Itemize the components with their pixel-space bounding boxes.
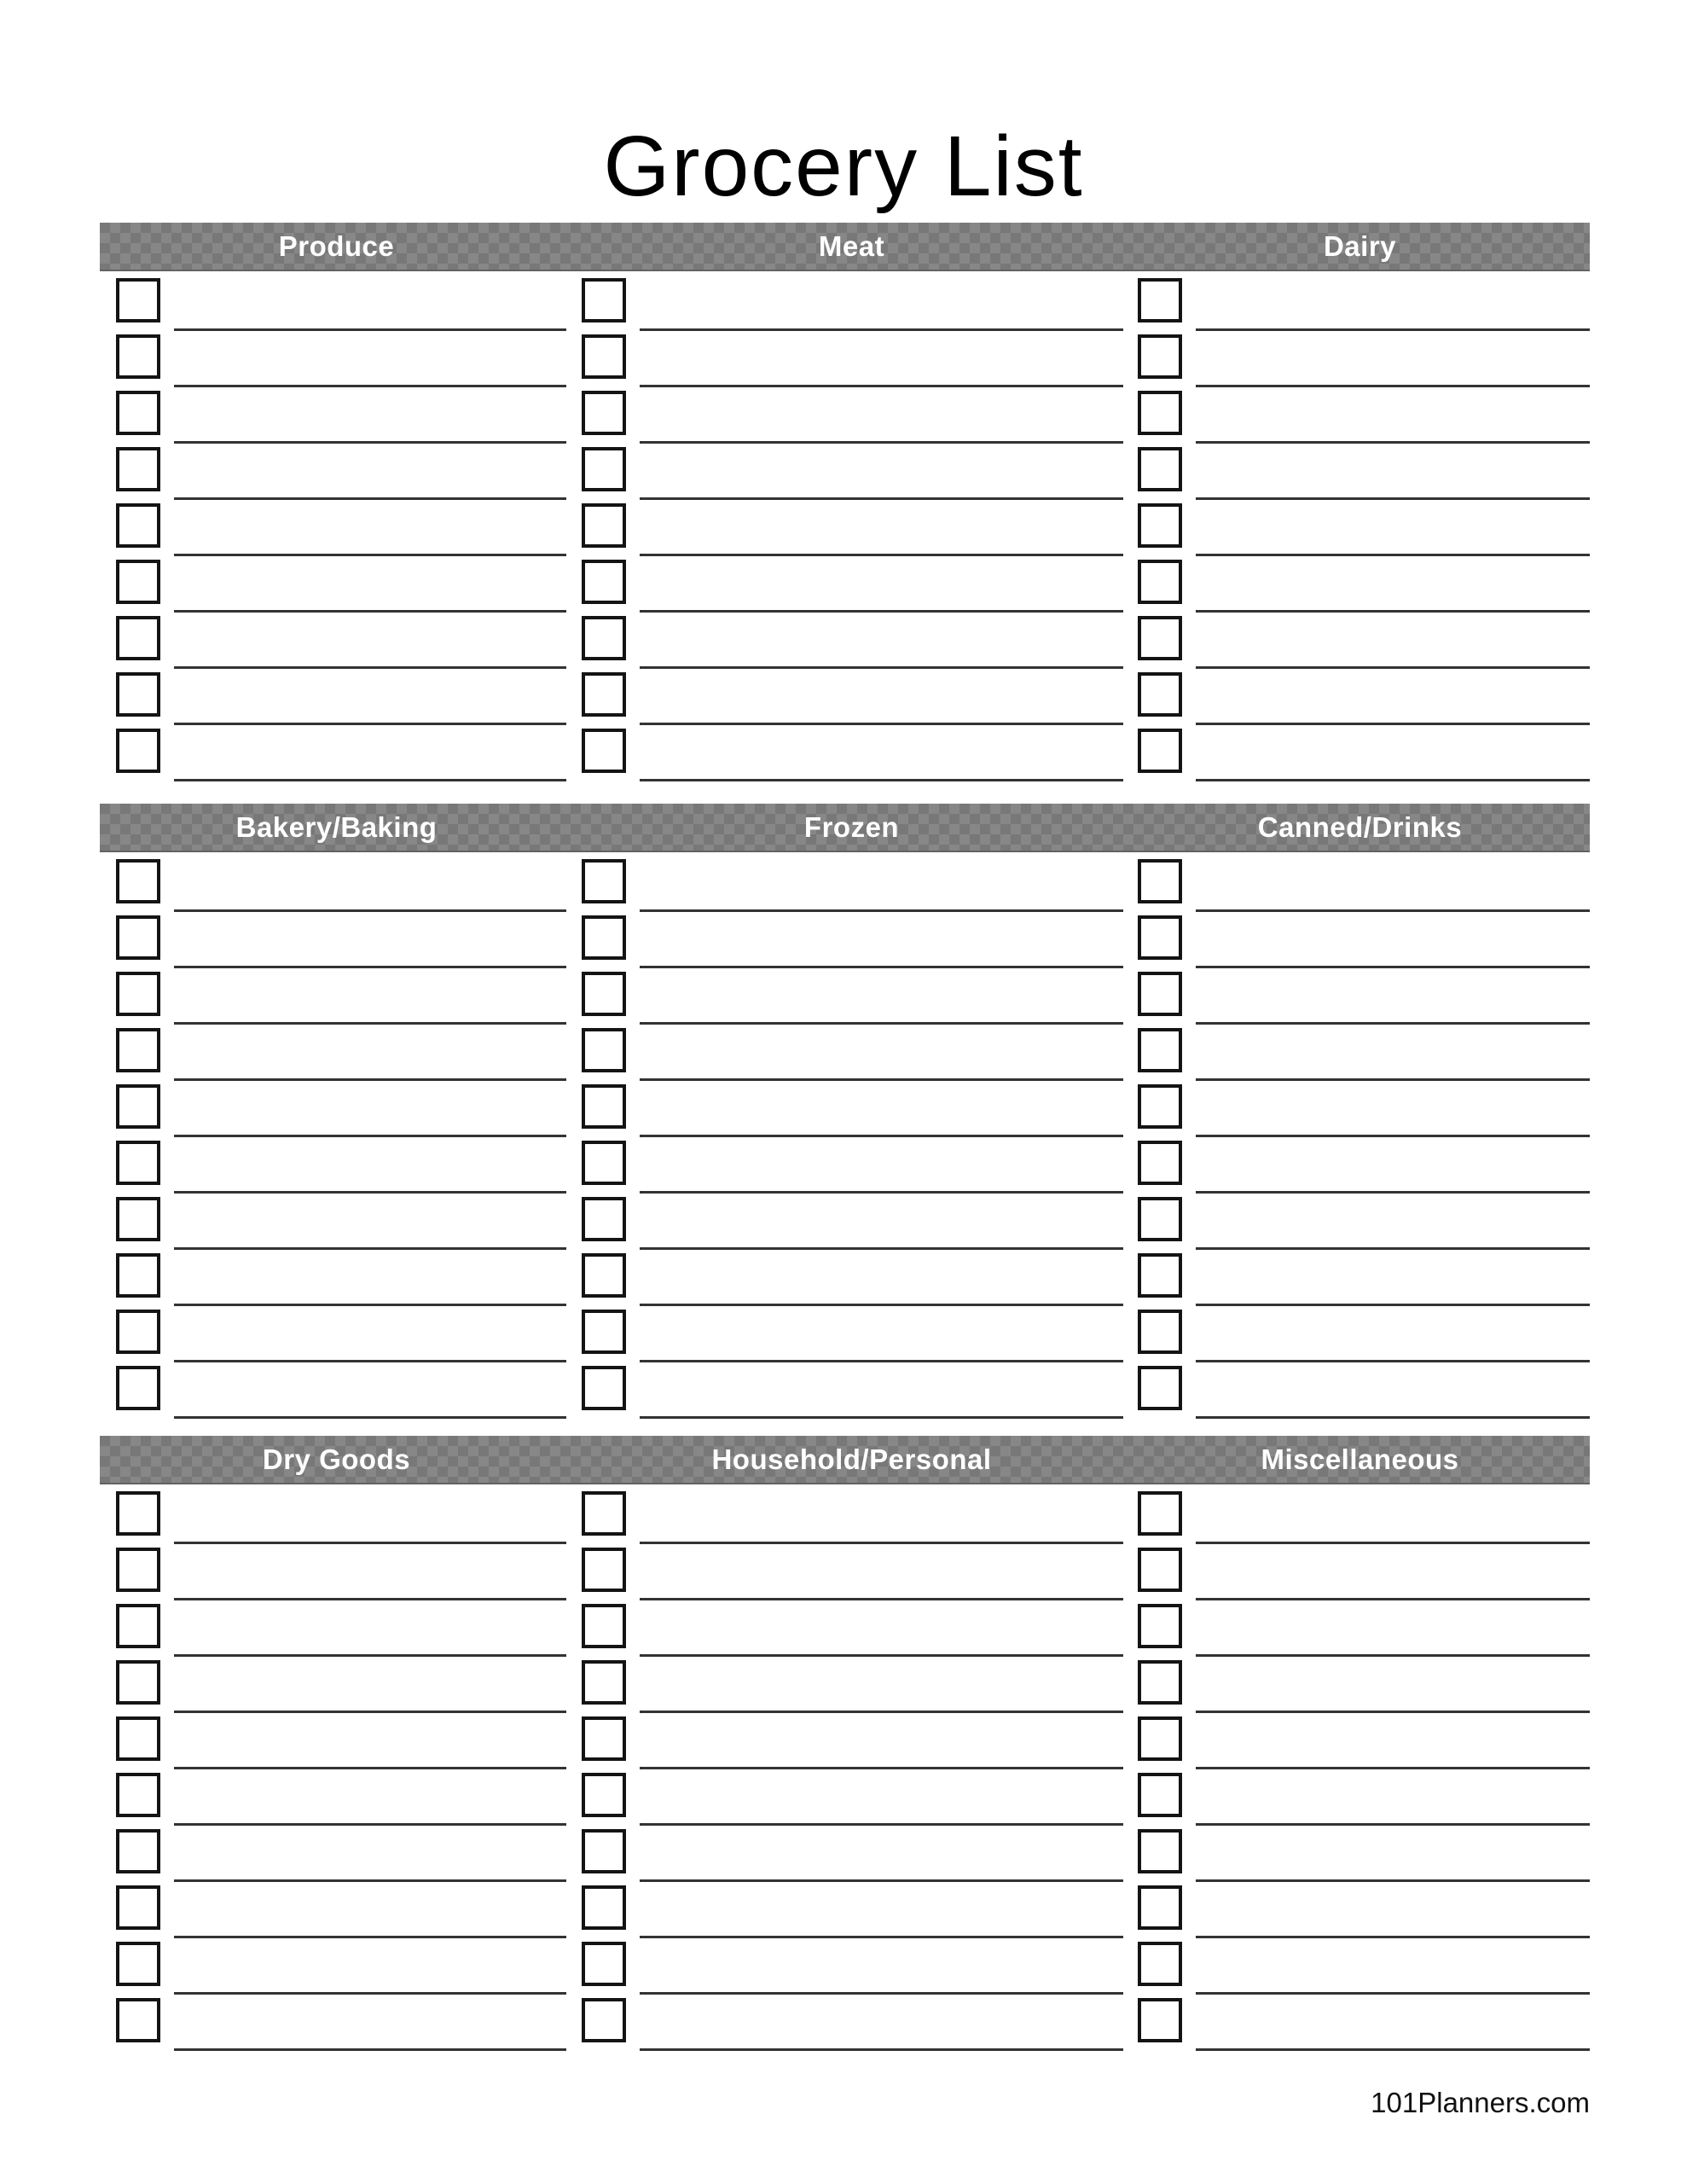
item-write-line — [1196, 1767, 1590, 1769]
item-write-line — [640, 554, 1123, 556]
item-write-line — [640, 1936, 1123, 1938]
item-write-line — [174, 909, 566, 912]
column-header-bakery-baking: Bakery/Baking — [235, 811, 438, 843]
list-item-row — [1130, 972, 1590, 1025]
item-checkbox[interactable] — [116, 672, 160, 717]
list-item-row — [573, 729, 1130, 781]
item-checkbox[interactable] — [1138, 1253, 1182, 1298]
item-checkbox[interactable] — [116, 1491, 160, 1536]
item-write-line — [640, 2048, 1123, 2051]
list-item-row — [1130, 915, 1590, 968]
column-header-miscellaneous: Miscellaneous — [1261, 1443, 1459, 1475]
item-checkbox[interactable] — [116, 1942, 160, 1986]
item-write-line — [174, 1247, 566, 1250]
list-item-row — [100, 729, 573, 781]
list-item-row — [573, 447, 1130, 500]
item-write-line — [174, 723, 566, 725]
item-write-line — [174, 1191, 566, 1194]
item-write-line — [1196, 909, 1590, 912]
item-write-line — [1196, 1078, 1590, 1081]
item-column — [573, 856, 1130, 1419]
list-item-row — [573, 560, 1130, 613]
item-write-line — [640, 1992, 1123, 1995]
item-write-line — [640, 610, 1123, 613]
item-write-line — [1196, 441, 1590, 444]
item-column — [1130, 275, 1590, 781]
item-checkbox[interactable] — [116, 334, 160, 379]
section-bakery-frozen-canned — [100, 804, 1590, 1419]
item-checkbox[interactable] — [582, 503, 626, 548]
item-write-line — [640, 1022, 1123, 1025]
list-item-row — [1130, 729, 1590, 781]
list-item-row — [100, 1197, 573, 1250]
item-write-line — [174, 1711, 566, 1713]
list-item-row — [100, 447, 573, 500]
column-header-meat: Meat — [818, 230, 885, 262]
item-checkbox[interactable] — [1138, 1366, 1182, 1410]
item-checkbox[interactable] — [116, 503, 160, 548]
column-header-household-personal: Household/Personal — [711, 1443, 992, 1475]
list-item-row — [1130, 447, 1590, 500]
item-write-line — [1196, 385, 1590, 387]
list-item-row — [100, 334, 573, 387]
item-column — [573, 1488, 1130, 2051]
item-checkbox[interactable] — [116, 1716, 160, 1761]
item-checkbox[interactable] — [582, 616, 626, 660]
item-checkbox[interactable] — [582, 1716, 626, 1761]
item-checkbox[interactable] — [116, 1028, 160, 1072]
item-checkbox[interactable] — [582, 1310, 626, 1354]
item-write-line — [1196, 1654, 1590, 1657]
list-item-row — [1130, 859, 1590, 912]
item-column — [1130, 1488, 1590, 2051]
list-item-row — [1130, 1716, 1590, 1769]
list-item-row — [573, 1141, 1130, 1194]
list-item-row — [573, 391, 1130, 444]
list-item-row — [573, 1366, 1130, 1419]
list-item-row — [100, 1773, 573, 1826]
item-write-line — [174, 1022, 566, 1025]
item-checkbox[interactable] — [582, 672, 626, 717]
item-write-line — [174, 1360, 566, 1362]
item-write-line — [1196, 328, 1590, 331]
item-write-line — [1196, 1879, 1590, 1882]
item-checkbox[interactable] — [582, 447, 626, 491]
list-item-row — [100, 1366, 573, 1419]
item-checkbox[interactable] — [1138, 503, 1182, 548]
item-checkbox[interactable] — [1138, 447, 1182, 491]
item-write-line — [174, 1936, 566, 1938]
item-write-line — [640, 1078, 1123, 1081]
item-write-line — [1196, 554, 1590, 556]
item-write-line — [640, 1767, 1123, 1769]
list-item-row — [573, 1660, 1130, 1713]
list-item-row — [573, 1773, 1130, 1826]
item-column — [573, 275, 1130, 781]
item-checkbox[interactable] — [582, 729, 626, 773]
list-item-row — [573, 1491, 1130, 1544]
item-write-line — [1196, 1992, 1590, 1995]
item-write-line — [640, 1711, 1123, 1713]
item-write-line — [1196, 1598, 1590, 1600]
list-item-row — [1130, 1660, 1590, 1713]
list-item-row — [1130, 1829, 1590, 1882]
item-checkbox[interactable] — [116, 1366, 160, 1410]
list-item-row — [100, 1028, 573, 1081]
item-write-line — [174, 497, 566, 500]
list-item-row — [573, 915, 1130, 968]
item-checkbox[interactable] — [1138, 859, 1182, 903]
item-checkbox[interactable] — [582, 391, 626, 435]
list-item-row — [1130, 560, 1590, 613]
list-item-row — [1130, 278, 1590, 331]
list-item-row — [573, 1253, 1130, 1306]
item-checkbox[interactable] — [1138, 1141, 1182, 1185]
item-write-line — [174, 666, 566, 669]
item-write-line — [174, 1823, 566, 1826]
item-write-line — [174, 1767, 566, 1769]
item-checkbox[interactable] — [116, 560, 160, 604]
item-checkbox[interactable] — [116, 859, 160, 903]
list-item-row — [573, 972, 1130, 1025]
section-header-bar — [100, 223, 1590, 271]
item-write-line — [1196, 610, 1590, 613]
item-checkbox[interactable] — [116, 1548, 160, 1592]
item-checkbox[interactable] — [116, 1310, 160, 1354]
item-checkbox[interactable] — [116, 1885, 160, 1930]
item-checkbox[interactable] — [582, 1942, 626, 1986]
list-item-row — [100, 915, 573, 968]
list-item-row — [573, 503, 1130, 556]
item-checkbox[interactable] — [582, 859, 626, 903]
list-item-row — [100, 1084, 573, 1137]
item-write-line — [1196, 1247, 1590, 1250]
list-item-row — [573, 1548, 1130, 1600]
item-write-line — [174, 2048, 566, 2051]
list-item-row — [1130, 1885, 1590, 1938]
list-item-row — [100, 1141, 573, 1194]
item-checkbox[interactable] — [116, 1660, 160, 1705]
item-write-line — [1196, 723, 1590, 725]
item-checkbox[interactable] — [582, 278, 626, 322]
section-produce-meat-dairy — [100, 223, 1590, 781]
item-write-line — [174, 610, 566, 613]
item-checkbox[interactable] — [1138, 1028, 1182, 1072]
list-item-row — [573, 1998, 1130, 2051]
column-header-dairy: Dairy — [1323, 230, 1397, 262]
list-item-row — [1130, 616, 1590, 669]
item-write-line — [1196, 1416, 1590, 1419]
item-checkbox[interactable] — [1138, 616, 1182, 660]
list-item-row — [100, 616, 573, 669]
list-item-row — [1130, 1491, 1590, 1544]
item-checkbox[interactable] — [582, 1604, 626, 1648]
item-checkbox[interactable] — [116, 1084, 160, 1129]
item-write-line — [1196, 1304, 1590, 1306]
item-checkbox[interactable] — [1138, 915, 1182, 960]
footer-credit: 101Planners.com — [1371, 2087, 1590, 2118]
list-item-row — [1130, 1998, 1590, 2051]
section-rows — [100, 856, 1590, 1419]
section-rows — [100, 1488, 1590, 2051]
item-checkbox[interactable] — [1138, 391, 1182, 435]
item-write-line — [640, 1304, 1123, 1306]
list-item-row — [100, 503, 573, 556]
item-write-line — [640, 723, 1123, 725]
item-write-line — [174, 554, 566, 556]
section-rows — [100, 275, 1590, 781]
list-item-row — [573, 616, 1130, 669]
item-checkbox[interactable] — [116, 447, 160, 491]
item-column — [100, 856, 573, 1419]
page-title: Grocery List — [603, 119, 1084, 214]
list-item-row — [1130, 391, 1590, 444]
item-write-line — [174, 328, 566, 331]
item-checkbox[interactable] — [116, 1829, 160, 1873]
list-item-row — [1130, 1310, 1590, 1362]
item-checkbox[interactable] — [1138, 672, 1182, 717]
item-checkbox[interactable] — [116, 278, 160, 322]
item-checkbox[interactable] — [116, 616, 160, 660]
item-checkbox[interactable] — [582, 1829, 626, 1873]
item-checkbox[interactable] — [116, 729, 160, 773]
item-write-line — [640, 666, 1123, 669]
item-checkbox[interactable] — [1138, 1829, 1182, 1873]
item-checkbox[interactable] — [116, 915, 160, 960]
item-checkbox[interactable] — [582, 1660, 626, 1705]
item-write-line — [640, 497, 1123, 500]
list-item-row — [100, 1942, 573, 1995]
list-item-row — [100, 1660, 573, 1713]
item-write-line — [640, 1823, 1123, 1826]
list-item-row — [1130, 1366, 1590, 1419]
list-item-row — [573, 1197, 1130, 1250]
section-dry-household-misc — [100, 1436, 1590, 2051]
item-checkbox[interactable] — [582, 1366, 626, 1410]
item-write-line — [1196, 1936, 1590, 1938]
list-item-row — [1130, 1604, 1590, 1657]
list-item-row — [100, 1253, 573, 1306]
list-item-row — [100, 1604, 573, 1657]
list-item-row — [573, 672, 1130, 725]
item-checkbox[interactable] — [582, 1084, 626, 1129]
item-checkbox[interactable] — [1138, 1942, 1182, 1986]
list-item-row — [1130, 1141, 1590, 1194]
item-write-line — [640, 1879, 1123, 1882]
item-checkbox[interactable] — [1138, 1197, 1182, 1241]
item-checkbox[interactable] — [116, 1141, 160, 1185]
column-header-frozen: Frozen — [803, 811, 900, 843]
item-checkbox[interactable] — [582, 560, 626, 604]
item-checkbox[interactable] — [116, 1604, 160, 1648]
list-item-row — [1130, 1197, 1590, 1250]
item-checkbox[interactable] — [1138, 560, 1182, 604]
item-write-line — [640, 385, 1123, 387]
item-checkbox[interactable] — [582, 334, 626, 379]
section-header-bar — [100, 804, 1590, 852]
item-write-line — [174, 1879, 566, 1882]
list-item-row — [100, 560, 573, 613]
list-item-row — [1130, 1084, 1590, 1137]
item-checkbox[interactable] — [1138, 729, 1182, 773]
list-item-row — [573, 1310, 1130, 1362]
item-checkbox[interactable] — [116, 391, 160, 435]
item-checkbox[interactable] — [116, 1773, 160, 1817]
item-write-line — [1196, 1191, 1590, 1194]
item-checkbox[interactable] — [1138, 1084, 1182, 1129]
item-write-line — [640, 328, 1123, 331]
list-item-row — [573, 1716, 1130, 1769]
column-header-produce: Produce — [278, 230, 395, 262]
item-write-line — [174, 1078, 566, 1081]
list-item-row — [100, 972, 573, 1025]
item-write-line — [174, 1598, 566, 1600]
item-checkbox[interactable] — [582, 1253, 626, 1298]
list-item-row — [573, 334, 1130, 387]
item-checkbox[interactable] — [582, 915, 626, 960]
item-write-line — [174, 1304, 566, 1306]
item-checkbox[interactable] — [1138, 1885, 1182, 1930]
item-write-line — [640, 1247, 1123, 1250]
item-checkbox[interactable] — [582, 1885, 626, 1930]
item-checkbox[interactable] — [582, 1548, 626, 1592]
item-write-line — [640, 1135, 1123, 1137]
list-item-row — [573, 1885, 1130, 1938]
item-write-line — [174, 966, 566, 968]
list-item-row — [1130, 1028, 1590, 1081]
item-write-line — [1196, 1823, 1590, 1826]
list-item-row — [1130, 1253, 1590, 1306]
item-write-line — [1196, 2048, 1590, 2051]
item-checkbox[interactable] — [582, 1491, 626, 1536]
item-write-line — [640, 1542, 1123, 1544]
item-write-line — [1196, 779, 1590, 781]
list-item-row — [100, 391, 573, 444]
item-write-line — [640, 966, 1123, 968]
item-checkbox[interactable] — [582, 1141, 626, 1185]
item-checkbox[interactable] — [1138, 1773, 1182, 1817]
list-item-row — [573, 278, 1130, 331]
list-item-row — [100, 1310, 573, 1362]
item-write-line — [174, 1135, 566, 1137]
item-checkbox[interactable] — [116, 972, 160, 1016]
list-item-row — [573, 1942, 1130, 1995]
list-item-row — [100, 1491, 573, 1544]
list-item-row — [100, 859, 573, 912]
item-checkbox[interactable] — [582, 1197, 626, 1241]
list-item-row — [573, 1084, 1130, 1137]
item-checkbox[interactable] — [1138, 1310, 1182, 1354]
item-write-line — [1196, 966, 1590, 968]
item-write-line — [1196, 1711, 1590, 1713]
item-write-line — [1196, 1542, 1590, 1544]
item-write-line — [174, 385, 566, 387]
list-item-row — [1130, 1548, 1590, 1600]
list-item-row — [1130, 1942, 1590, 1995]
list-item-row — [573, 1028, 1130, 1081]
item-checkbox[interactable] — [1138, 1491, 1182, 1536]
list-item-row — [100, 1548, 573, 1600]
item-checkbox[interactable] — [1138, 1660, 1182, 1705]
item-write-line — [640, 441, 1123, 444]
list-item-row — [100, 672, 573, 725]
list-item-row — [100, 1885, 573, 1938]
item-write-line — [640, 1416, 1123, 1419]
list-item-row — [1130, 672, 1590, 725]
item-checkbox[interactable] — [1138, 1604, 1182, 1648]
item-column — [100, 275, 573, 781]
item-write-line — [174, 1992, 566, 1995]
item-write-line — [1196, 1135, 1590, 1137]
section-header-bar — [100, 1436, 1590, 1484]
item-checkbox[interactable] — [116, 1253, 160, 1298]
item-write-line — [640, 1360, 1123, 1362]
item-checkbox[interactable] — [116, 1998, 160, 2042]
item-checkbox[interactable] — [582, 1028, 626, 1072]
item-write-line — [640, 1191, 1123, 1194]
list-item-row — [573, 1604, 1130, 1657]
column-header-canned-drinks: Canned/Drinks — [1257, 811, 1463, 843]
item-checkbox[interactable] — [1138, 1998, 1182, 2042]
item-write-line — [640, 1598, 1123, 1600]
item-checkbox[interactable] — [1138, 1548, 1182, 1592]
list-item-row — [100, 1829, 573, 1882]
item-write-line — [640, 1654, 1123, 1657]
item-write-line — [174, 1416, 566, 1419]
column-header-dry-goods: Dry Goods — [262, 1443, 411, 1475]
list-item-row — [100, 278, 573, 331]
item-column — [100, 1488, 573, 2051]
item-write-line — [640, 909, 1123, 912]
item-column — [1130, 856, 1590, 1419]
item-write-line — [174, 1542, 566, 1544]
item-write-line — [174, 779, 566, 781]
item-write-line — [1196, 1360, 1590, 1362]
list-item-row — [100, 1716, 573, 1769]
list-item-row — [1130, 503, 1590, 556]
item-checkbox[interactable] — [1138, 972, 1182, 1016]
item-checkbox[interactable] — [1138, 1716, 1182, 1761]
item-checkbox[interactable] — [582, 1998, 626, 2042]
item-checkbox[interactable] — [116, 1197, 160, 1241]
list-item-row — [100, 1998, 573, 2051]
list-item-row — [573, 1829, 1130, 1882]
item-checkbox[interactable] — [1138, 334, 1182, 379]
item-write-line — [1196, 497, 1590, 500]
list-item-row — [1130, 334, 1590, 387]
item-write-line — [174, 1654, 566, 1657]
item-write-line — [1196, 666, 1590, 669]
item-checkbox[interactable] — [582, 1773, 626, 1817]
item-write-line — [174, 441, 566, 444]
item-write-line — [1196, 1022, 1590, 1025]
item-checkbox[interactable] — [582, 972, 626, 1016]
item-write-line — [640, 779, 1123, 781]
list-item-row — [573, 859, 1130, 912]
list-item-row — [1130, 1773, 1590, 1826]
item-checkbox[interactable] — [1138, 278, 1182, 322]
